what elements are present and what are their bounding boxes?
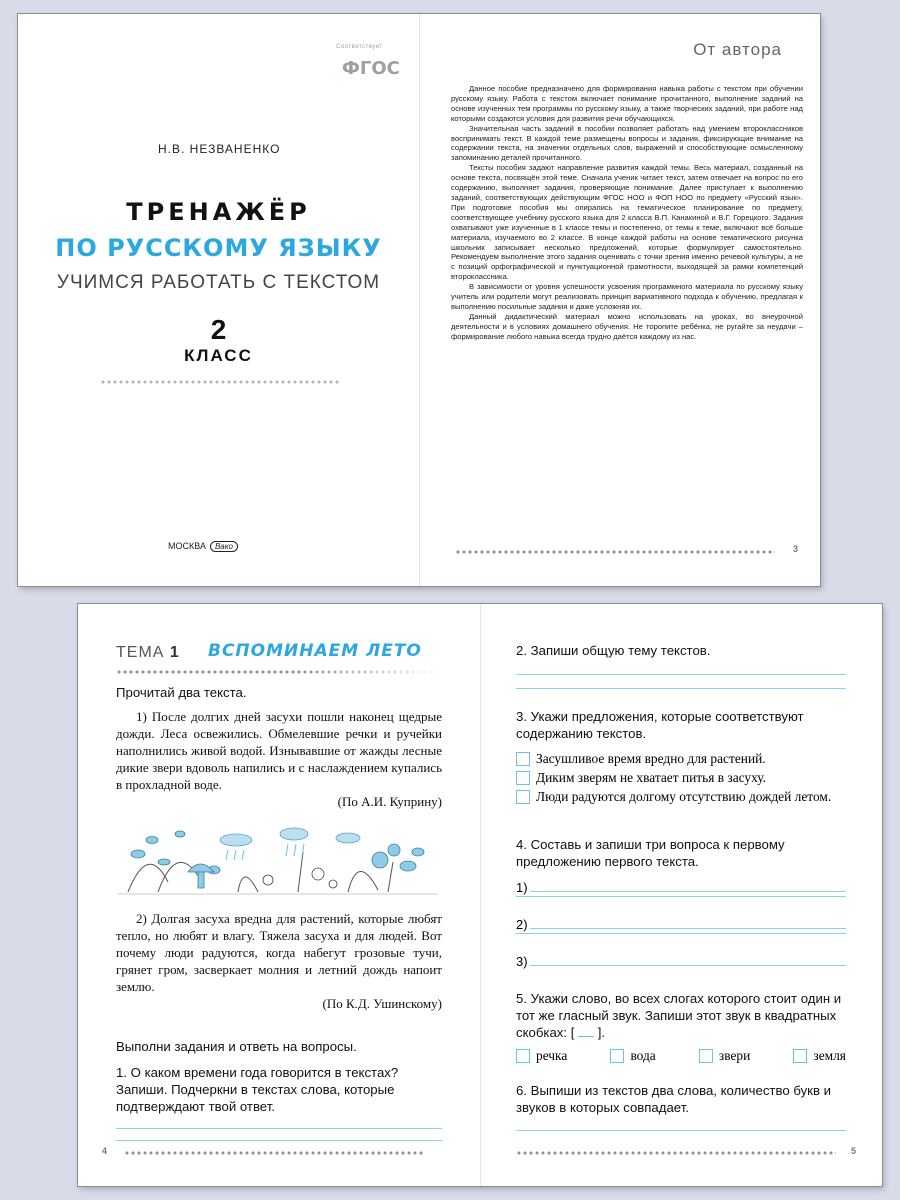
question-5-text-end: ].	[597, 1025, 606, 1040]
top-book-spread	[18, 14, 820, 586]
option-checkbox[interactable]	[516, 771, 530, 785]
option-text: звери	[718, 1048, 751, 1063]
cover-page	[18, 14, 419, 586]
publisher-logo: Вако	[210, 541, 238, 552]
word-option	[516, 1048, 567, 1064]
option-checkbox[interactable]	[516, 1049, 530, 1063]
question-4-line[interactable]	[516, 954, 846, 969]
preface-text	[451, 84, 803, 342]
preface-paragraph: В зависимости от уровня успешности усвоения программного материала по русскому языку учитель или родители могут реализовать принцип вариативного подхода к обучению, предлагая к выполнению посильные задания и даже усложняя их.	[451, 282, 803, 311]
option-text: Люди радуются долгому отсутствию дождей летом.	[536, 789, 832, 804]
preface-paragraph: Значительная часть заданий в пособии позволяет работать над умением второклассников воспринимать текст. В каждой теме размещены вопросы и задания, фиксирующие внимание на содержании текста, на значении отдельных слов, выражений и способствующие осмысленному запоминанию деталей прочитанного.	[451, 123, 803, 163]
topic-label	[116, 644, 180, 662]
topic-title: ВСПОМИНАЕМ ЛЕТО	[208, 641, 422, 661]
word-option	[793, 1048, 846, 1064]
topic-number: 1	[169, 644, 180, 661]
preface-heading: От автора	[693, 40, 782, 59]
page-number: 5	[850, 1146, 856, 1156]
bottom-book-spread	[78, 604, 882, 1186]
footer-dots	[124, 1151, 424, 1155]
answer-line[interactable]	[516, 674, 846, 675]
question-2: 2. Запиши общую тему текстов.	[516, 643, 711, 658]
option-checkbox[interactable]	[610, 1049, 624, 1063]
answer-line[interactable]	[516, 896, 846, 897]
answer-line[interactable]	[530, 928, 846, 929]
option-text: Диким зверям не хватает питья в засуху.	[536, 770, 766, 785]
word-option	[699, 1048, 750, 1064]
author-name: Н.В. НЕЗВАНЕНКО	[158, 142, 281, 156]
answer-line[interactable]	[516, 1130, 846, 1131]
word-option	[610, 1048, 655, 1064]
question-1: 1. О каком времени года говорится в текстах? Запиши. Подчеркни в текстах слова, которые подтверждают твой ответ.	[116, 1065, 399, 1114]
question-5-options	[516, 1048, 846, 1064]
publisher-city: МОСКВА	[168, 541, 206, 551]
grade-number: 2	[210, 314, 227, 345]
answer-line[interactable]	[530, 891, 846, 892]
sound-answer-box[interactable]	[578, 1025, 594, 1037]
page-number: 4	[102, 1146, 108, 1156]
option-row	[516, 788, 846, 805]
answer-line[interactable]	[516, 688, 846, 689]
text-one-body: 1) После долгих дней засухи пошли наконец щедрые дожди. Леса освежились. Обмелевшие речки и ручейки наполнились живой водой. Изнывавшие от жажды лесные дикие звери вдоволь напились и с наслаждением купались в прохладной воде.	[116, 709, 442, 792]
exercise-page-right	[480, 604, 882, 1186]
option-text: Засушливое время вредно для растений.	[536, 751, 766, 766]
publisher-imprint	[168, 541, 238, 552]
line-number: 3)	[516, 954, 528, 969]
footer-dots	[516, 1151, 836, 1155]
preface-page	[419, 14, 820, 586]
question-6: 6. Выпиши из текстов два слова, количество букв и звуков в которых совпадает.	[516, 1083, 831, 1115]
option-checkbox[interactable]	[793, 1049, 807, 1063]
line-number: 1)	[516, 880, 528, 895]
tasks-instruction: Выполни задания и ответь на вопросы.	[116, 1039, 357, 1054]
option-text: земля	[813, 1048, 846, 1063]
text-one-attribution: (По А.И. Куприну)	[337, 794, 442, 809]
preface-paragraph: Тексты пособия задают направление развития каждой темы. Весь материал, созданный на основе текста, посвящён этой теме. Сначала ученик читает текст, затем отвечает на вопрос по его содержанию, выполняет задания, проверяющие понимание. Далее приступает к выполнению заданий, соответствующих действующим ФГОС НОО и ФОП НОО по предмету «Русский язык». При подготовке пособия мы опирались на тематическое планирование по предмету, соответствующее учебнику русского языка для 2 класса В.П. Канакиной и В.Г. Горецкого. Задания охватывают уже изученные в 1 классе темы и постепенно, от темы к теме, включают всё больше материала, изучаемого во 2 классе. В конце каждой работы на основе тематического рисунка школьник записывает несколько предложений, которые формулирует самостоятельно. Рекомендуем выполнение этого задания оценивать с точки зрения именно речевой культуры, а не с позиций орфографической и пунктуационной грамотности, выходящей за рамки компетенций второклассника.	[451, 163, 803, 282]
fgos-logo-sub: Соответствует	[336, 44, 383, 50]
exercise-page-left	[78, 604, 480, 1186]
topic-underline-dots	[116, 670, 442, 674]
footer-dots	[455, 550, 775, 554]
book-subtitle: УЧИМСЯ РАБОТАТЬ С ТЕКСТОМ	[56, 272, 381, 293]
summer-illustration	[118, 822, 438, 898]
grade-label: КЛАСС	[184, 346, 253, 365]
question-3-options	[516, 750, 846, 807]
question-4: 4. Составь и запиши три вопроса к первому предложению первого текста.	[516, 837, 785, 869]
question-5	[516, 990, 846, 1041]
option-row	[516, 750, 846, 767]
option-checkbox[interactable]	[516, 752, 530, 766]
text-two	[116, 910, 442, 1012]
preface-paragraph: Данное пособие предназначено для формирования навыка работы с текстом при обучении русскому языку. Работа с текстом включает понимание прочитанного, выполнение заданий на основе изученных тем программы по русскому языку, а также творческих заданий, при работе над которыми создаются условия для развития речи обучающихся.	[451, 84, 803, 123]
preface-paragraph: Данный дидактический материал можно использовать на уроках, во внеурочной деятельности и в условиях домашнего обучения. Не торопите ребёнка, не ругайте за неудачи – формирование любого навыка всегда трудно даётся каждому из нас.	[451, 311, 803, 341]
reading-instruction: Прочитай два текста.	[116, 685, 247, 700]
option-checkbox[interactable]	[516, 790, 530, 804]
answer-line[interactable]	[530, 965, 846, 966]
book-title-line2: ПО РУССКОМУ ЯЗЫКУ	[55, 234, 382, 262]
question-4-line[interactable]	[516, 917, 846, 932]
question-3: 3. Укажи предложения, которые соответствуют содержанию текстов.	[516, 709, 804, 741]
fgos-logo-main: ФГОС	[342, 58, 400, 79]
answer-line[interactable]	[516, 933, 846, 934]
fgos-logo	[336, 44, 400, 84]
text-one	[116, 708, 442, 810]
question-5-text: 5. Укажи слово, во всех слогах которого стоит один и тот же гласный звук. Запиши этот звук в квадратных скобках: [	[516, 991, 842, 1040]
option-checkbox[interactable]	[699, 1049, 713, 1063]
answer-line[interactable]	[116, 1140, 442, 1141]
topic-label-text: ТЕМА	[116, 644, 165, 661]
question-4-line[interactable]	[516, 880, 846, 895]
line-number: 2)	[516, 917, 528, 932]
text-two-attribution: (По К.Д. Ушинскому)	[322, 996, 442, 1011]
option-text: вода	[630, 1048, 656, 1063]
page-number: 3	[792, 544, 798, 554]
option-text: речка	[536, 1048, 568, 1063]
book-title-line1: ТРЕНАЖЁР	[126, 198, 311, 226]
answer-line[interactable]	[116, 1128, 442, 1129]
option-row	[516, 769, 846, 786]
decorative-dots	[100, 380, 340, 384]
text-two-body: 2) Долгая засуха вредна для растений, которые любят тепло, но любят и влагу. Тяжела засуха и для людей. Вот почему люди радуются, когда набегут грозовые тучи, грянет гром, засверкает молния и летний дождь напоит землю.	[116, 911, 442, 994]
